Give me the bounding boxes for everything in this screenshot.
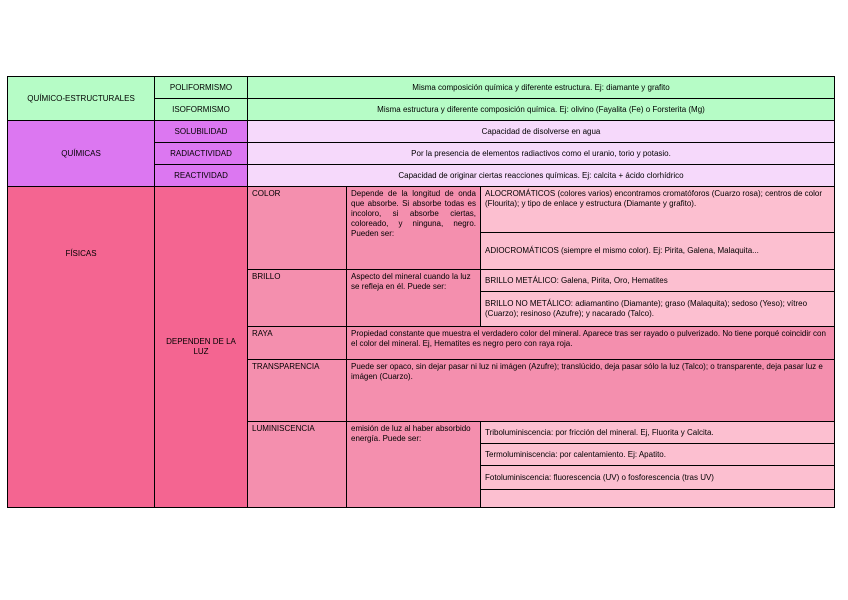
prop-transparencia: TRANSPARENCIA [248,360,347,422]
row-solubilidad [8,121,835,143]
row-color-alocromaticos [8,187,835,233]
desc-color: Depende de la longitud de onda que absorbe. Si absorbe todas es incoloro, si absorbe ciertas, coloreado, y ninguna, negro. Pueden ser: [347,187,481,270]
prop-radiactividad: RADIACTIVIDAD [155,143,248,165]
row-poliformismo [8,77,835,99]
prop-poliformismo: POLIFORMISMO [155,77,248,99]
luminiscencia-empty-cell [481,490,835,508]
prop-raya: RAYA [248,327,347,360]
prop-luminiscencia: LUMINISCENCIA [248,422,347,508]
luminiscencia-tribo: Triboluminiscencia: por fricción del mineral. Ej, Fluorita y Calcita. [481,422,835,444]
luminiscencia-termo: Termoluminiscencia: por calentamiento. Ej: Apatito. [481,444,835,466]
desc-raya: Propiedad constante que muestra el verdadero color del mineral. Aparece tras ser rayado o pulverizado. No tiene porqué coincidir con el color del mineral. Ej, Hematites es negro pero con raya roja. [347,327,835,360]
mineral-properties-table [7,76,835,508]
brillo-metalico: BRILLO METÁLICO: Galena, Pirita, Oro, Hematites [481,270,835,292]
desc-poliformismo: Misma composición química y diferente estructura. Ej: diamante y grafito [248,77,835,99]
desc-reactividad: Capacidad de originar ciertas reacciones químicas. Ej: calcita + ácido clorhídrico [248,165,835,187]
prop-reactividad: REACTIVIDAD [155,165,248,187]
luminiscencia-foto: Fotoluminiscencia: fluorescencia (UV) o fosforescencia (tras UV) [481,466,835,490]
prop-color: COLOR [248,187,347,270]
prop-brillo: BRILLO [248,270,347,327]
desc-luminiscencia: emisión de luz al haber absorbido energía. Puede ser: [347,422,481,508]
group-fisicas: FÍSICAS [8,187,155,508]
desc-radiactividad: Por la presencia de elementos radiactivos como el uranio, torio y potasio. [248,143,835,165]
color-idiocromaticos: ADIOCROMÁTICOS (siempre el mismo color). Ej: Pirita, Galena, Malaquita... [481,233,835,270]
prop-isoformismo: ISOFORMISMO [155,99,248,121]
group-quimicas: QUÍMICAS [8,121,155,187]
color-alocromaticos: ALOCROMÁTICOS (colores varios) encontramos cromatóforos (Cuarzo rosa); centros de color (Flourita); y tipo de enlace y estructura (Diamante y grafito). [481,187,835,233]
prop-solubilidad: SOLUBILIDAD [155,121,248,143]
group-quimico-estructurales: QUÍMICO-ESTRUCTURALES [8,77,155,121]
desc-solubilidad: Capacidad de disolverse en agua [248,121,835,143]
desc-isoformismo: Misma estructura y diferente composición química. Ej: olivino (Fayalita (Fe) o Forsterita (Mg) [248,99,835,121]
group-dependen-de-la-luz: DEPENDEN DE LA LUZ [155,187,248,508]
brillo-no-metalico: BRILLO NO METÁLICO: adiamantino (Diamante); graso (Malaquita); sedoso (Yeso); vítreo (Cuarzo); resinoso (Azufre); y nacarado (Talco). [481,292,835,327]
desc-transparencia: Puede ser opaco, sin dejar pasar ni luz ni imágen (Azufre); translúcido, deja pasar sólo la luz (Talco); o transparente, deja pasar luz e imágen (Cuarzo). [347,360,835,422]
desc-brillo: Aspecto del mineral cuando la luz se refleja en él. Puede ser: [347,270,481,327]
